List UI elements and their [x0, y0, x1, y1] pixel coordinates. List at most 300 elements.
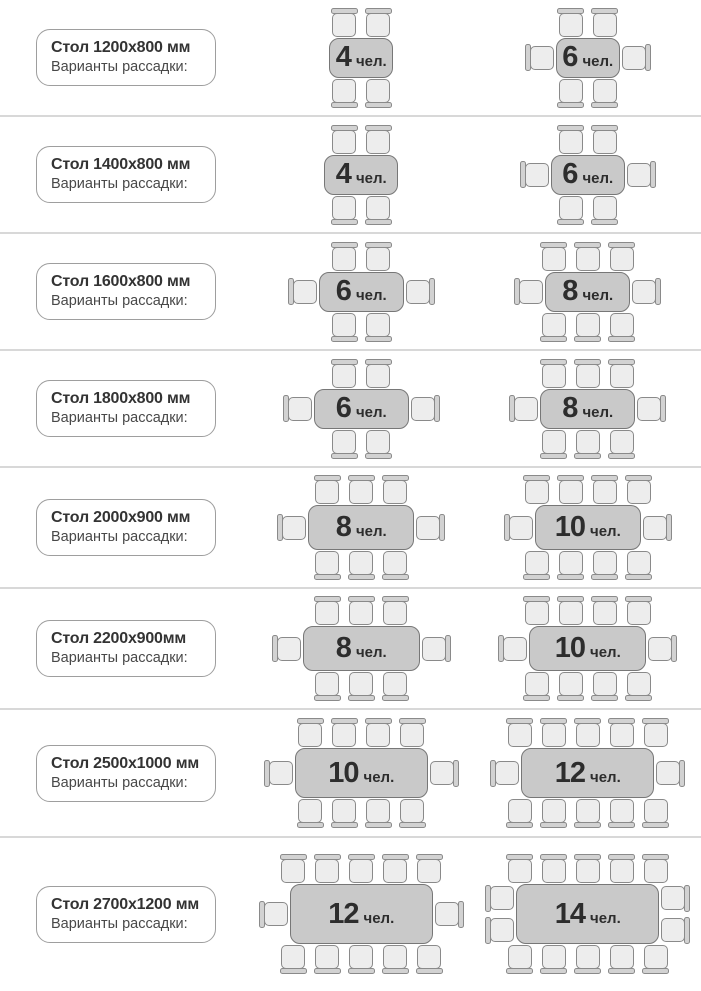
table-top — [529, 626, 646, 671]
chair-icon — [557, 475, 584, 504]
chairs-left-side — [520, 161, 549, 188]
chair-seat — [610, 799, 634, 823]
chair-back — [591, 102, 618, 108]
chair-icon — [642, 718, 669, 747]
chairs-top-row — [314, 475, 409, 504]
chair-icon — [365, 79, 392, 108]
label-column — [0, 886, 248, 943]
chair-seat — [637, 397, 661, 421]
chair-seat — [366, 79, 390, 103]
chair-back — [416, 968, 443, 974]
seat-count-number: 6 — [335, 275, 351, 307]
chair-back — [645, 44, 651, 71]
chair-back — [625, 695, 652, 701]
chair-icon — [399, 718, 426, 747]
chair-seat — [661, 918, 685, 942]
chair-seat — [383, 859, 407, 883]
chair-seat — [576, 364, 600, 388]
chair-seat — [366, 130, 390, 154]
chair-back — [608, 968, 635, 974]
seat-count-number: 6 — [335, 392, 351, 424]
chair-back — [557, 219, 584, 225]
seating-option — [248, 125, 475, 225]
chair-seat — [495, 761, 519, 785]
seat-count-number: 8 — [335, 632, 351, 664]
label-column — [0, 29, 248, 86]
chair-icon — [523, 672, 550, 701]
table-top — [314, 389, 409, 429]
chair-icon — [504, 514, 533, 541]
chair-seat — [610, 723, 634, 747]
chair-seat — [656, 761, 680, 785]
chair-seat — [610, 313, 634, 337]
seating-option — [475, 475, 701, 580]
seat-count-number: 12 — [328, 897, 359, 930]
chair-icon — [574, 854, 601, 883]
seating-diagram — [485, 854, 690, 974]
chair-icon — [574, 945, 601, 974]
chair-seat — [627, 480, 651, 504]
chair-back — [314, 574, 341, 580]
chair-icon — [591, 551, 618, 580]
chair-back — [684, 885, 690, 912]
chair-icon — [608, 359, 635, 388]
label-column — [0, 499, 248, 556]
chair-back — [574, 336, 601, 342]
chair-seat — [576, 799, 600, 823]
chairs-right-side — [416, 514, 445, 541]
chairs-right-side — [622, 44, 651, 71]
chair-back — [574, 968, 601, 974]
chair-seat — [542, 430, 566, 454]
chair-seat — [315, 672, 339, 696]
chair-icon — [574, 359, 601, 388]
chair-seat — [644, 799, 668, 823]
chair-icon — [591, 672, 618, 701]
chairs-left-side — [264, 760, 293, 787]
chair-icon — [365, 125, 392, 154]
chairs-left-side — [283, 395, 312, 422]
table-top — [308, 505, 414, 550]
chair-icon — [557, 551, 584, 580]
size-row — [0, 710, 701, 838]
table-and-side-chairs — [520, 155, 656, 195]
chair-icon — [622, 44, 651, 71]
chair-seat — [366, 364, 390, 388]
chair-icon — [288, 278, 317, 305]
chair-seat — [644, 723, 668, 747]
table-and-side-chairs — [514, 272, 661, 312]
chair-seat — [610, 430, 634, 454]
chair-icon — [348, 854, 375, 883]
chair-seat — [435, 902, 459, 926]
chair-seat — [264, 902, 288, 926]
chair-seat — [349, 859, 373, 883]
chair-seat — [332, 313, 356, 337]
table-size-title: Стол 1600x800 мм — [51, 273, 191, 290]
chair-seat — [525, 551, 549, 575]
chair-icon — [540, 242, 567, 271]
chair-seat — [315, 601, 339, 625]
chair-icon — [557, 596, 584, 625]
chair-icon — [591, 475, 618, 504]
chair-icon — [661, 885, 690, 912]
chair-seat — [593, 601, 617, 625]
seating-variants-label: Варианты рассадки: — [51, 293, 188, 309]
chair-icon — [485, 885, 514, 912]
chair-seat — [530, 46, 554, 70]
chair-seat — [576, 247, 600, 271]
chair-seat — [332, 196, 356, 220]
chairs-left-side — [485, 885, 514, 944]
chair-icon — [509, 395, 538, 422]
seat-count-unit: чел. — [355, 170, 387, 187]
chair-icon — [348, 551, 375, 580]
label-column — [0, 146, 248, 203]
chair-seat — [406, 280, 430, 304]
chair-icon — [520, 161, 549, 188]
chair-seat — [315, 945, 339, 969]
seat-count — [336, 160, 387, 189]
table-and-side-chairs — [504, 505, 672, 550]
chair-seat — [332, 13, 356, 37]
chair-icon — [331, 125, 358, 154]
chairs-top-row — [557, 125, 618, 154]
chair-seat — [576, 430, 600, 454]
chair-seat — [632, 280, 656, 304]
table-top — [295, 748, 428, 798]
chair-seat — [576, 945, 600, 969]
seating-diagram — [525, 8, 651, 108]
seating-diagram — [514, 242, 661, 342]
chair-seat — [366, 247, 390, 271]
seating-option — [248, 242, 475, 342]
chair-icon — [314, 596, 341, 625]
chair-seat — [417, 945, 441, 969]
chairs-left-side — [259, 901, 288, 928]
table-size-title: Стол 2000x900 мм — [51, 509, 191, 526]
chairs-left-side — [498, 635, 527, 662]
table-top — [329, 38, 393, 78]
chairs-left-side — [504, 514, 533, 541]
chair-seat — [576, 859, 600, 883]
seat-count-number: 10 — [554, 511, 585, 543]
chairs-left-side — [288, 278, 317, 305]
chair-icon — [331, 718, 358, 747]
table-and-side-chairs — [327, 38, 395, 78]
chair-icon — [591, 8, 618, 37]
chair-icon — [331, 196, 358, 225]
seat-count-number: 8 — [335, 511, 351, 543]
chair-seat — [627, 601, 651, 625]
seating-diagram — [288, 242, 435, 342]
chair-back — [679, 760, 685, 787]
chair-icon — [382, 945, 409, 974]
table-size-card — [36, 146, 216, 203]
seat-count-unit: чел. — [590, 909, 621, 927]
chair-icon — [557, 672, 584, 701]
chair-seat — [430, 761, 454, 785]
seating-options — [248, 596, 701, 701]
chair-back — [608, 336, 635, 342]
chair-back — [591, 574, 618, 580]
chair-icon — [506, 718, 533, 747]
chair-icon — [506, 854, 533, 883]
chair-icon — [365, 430, 392, 459]
chairs-top-row — [297, 718, 426, 747]
seating-diagram — [509, 359, 666, 459]
seat-count — [336, 277, 387, 306]
chair-seat — [508, 799, 532, 823]
chair-icon — [314, 854, 341, 883]
chair-icon — [608, 430, 635, 459]
chair-seat — [383, 945, 407, 969]
table-top — [516, 884, 659, 944]
chair-icon — [365, 242, 392, 271]
seat-count — [328, 897, 395, 930]
chair-icon — [632, 278, 661, 305]
chair-seat — [349, 672, 373, 696]
chair-icon — [608, 242, 635, 271]
size-row — [0, 351, 701, 468]
chair-seat — [293, 280, 317, 304]
table-size-card — [36, 380, 216, 437]
chair-icon — [525, 44, 554, 71]
chair-back — [280, 968, 307, 974]
chair-back — [591, 219, 618, 225]
chair-seat — [559, 480, 583, 504]
chair-icon — [656, 760, 685, 787]
chairs-right-side — [422, 635, 451, 662]
seating-variants-label: Варианты рассадки: — [51, 529, 188, 545]
chair-icon — [382, 475, 409, 504]
seating-diagram — [504, 475, 672, 580]
table-and-side-chairs — [283, 389, 440, 429]
chair-icon — [331, 79, 358, 108]
chair-icon — [591, 596, 618, 625]
seat-count-unit: чел. — [363, 768, 395, 786]
chairs-bottom-row — [331, 196, 392, 225]
chair-seat — [490, 918, 514, 942]
chair-seat — [525, 672, 549, 696]
chair-seat — [383, 601, 407, 625]
chair-seat — [366, 430, 390, 454]
chair-seat — [508, 723, 532, 747]
seat-count — [328, 756, 395, 789]
chair-icon — [365, 718, 392, 747]
chair-seat — [400, 723, 424, 747]
table-size-title: Стол 1400x800 мм — [51, 156, 191, 173]
chair-back — [365, 822, 392, 828]
seating-diagram — [520, 125, 656, 225]
chair-icon — [331, 313, 358, 342]
chair-icon — [382, 672, 409, 701]
chair-icon — [540, 718, 567, 747]
chair-icon — [540, 430, 567, 459]
chair-seat — [383, 551, 407, 575]
chair-seat — [383, 672, 407, 696]
chair-seat — [277, 637, 301, 661]
chair-back — [574, 822, 601, 828]
chair-icon — [331, 8, 358, 37]
chairs-bottom-row — [297, 799, 426, 828]
chair-seat — [332, 723, 356, 747]
seating-option — [475, 854, 701, 974]
chair-seat — [627, 672, 651, 696]
chair-seat — [593, 480, 617, 504]
chair-icon — [643, 514, 672, 541]
chair-back — [650, 161, 656, 188]
chairs-right-side — [661, 885, 690, 944]
chair-back — [365, 102, 392, 108]
label-column — [0, 745, 248, 802]
chair-icon — [490, 760, 519, 787]
chair-back — [625, 574, 652, 580]
chair-icon — [591, 79, 618, 108]
chair-icon — [557, 79, 584, 108]
chair-icon — [506, 945, 533, 974]
chair-seat — [559, 672, 583, 696]
chair-icon — [348, 945, 375, 974]
chair-back — [642, 822, 669, 828]
seat-count-unit: чел. — [582, 170, 614, 187]
chair-icon — [498, 635, 527, 662]
chair-seat — [627, 163, 651, 187]
chair-seat — [315, 480, 339, 504]
chair-seat — [417, 859, 441, 883]
chair-seat — [349, 551, 373, 575]
chair-back — [314, 968, 341, 974]
chair-icon — [365, 196, 392, 225]
chairs-top-row — [506, 854, 669, 883]
chair-seat — [349, 601, 373, 625]
chair-icon — [365, 359, 392, 388]
chair-back — [429, 278, 435, 305]
size-row — [0, 117, 701, 234]
chair-icon — [648, 635, 677, 662]
chairs-bottom-row — [506, 945, 669, 974]
chair-seat — [542, 313, 566, 337]
table-and-side-chairs — [490, 748, 685, 798]
chair-seat — [298, 723, 322, 747]
chair-icon — [406, 278, 435, 305]
chair-seat — [559, 13, 583, 37]
seat-count-number: 8 — [562, 275, 578, 307]
chair-back — [671, 635, 677, 662]
chair-icon — [557, 196, 584, 225]
table-and-side-chairs — [264, 748, 459, 798]
chair-icon — [523, 475, 550, 504]
chair-seat — [559, 601, 583, 625]
chair-icon — [348, 596, 375, 625]
chairs-left-side — [490, 760, 519, 787]
chair-seat — [644, 945, 668, 969]
seating-option — [475, 125, 701, 225]
table-top — [521, 748, 654, 798]
seating-diagram — [283, 359, 440, 459]
chair-icon — [435, 901, 464, 928]
chair-seat — [282, 516, 306, 540]
chair-seat — [366, 313, 390, 337]
chair-icon — [277, 514, 306, 541]
chair-icon — [608, 945, 635, 974]
chair-seat — [559, 196, 583, 220]
chair-seat — [593, 79, 617, 103]
chair-seat — [559, 79, 583, 103]
chair-back — [591, 695, 618, 701]
chair-back — [348, 695, 375, 701]
chair-back — [540, 453, 567, 459]
seat-count-number: 6 — [562, 41, 578, 73]
chairs-right-side — [656, 760, 685, 787]
chair-icon — [331, 359, 358, 388]
chair-seat — [508, 945, 532, 969]
chairs-bottom-row — [523, 551, 652, 580]
chairs-bottom-row — [523, 672, 652, 701]
size-row — [0, 468, 701, 589]
chair-seat — [514, 397, 538, 421]
chair-icon — [661, 917, 690, 944]
table-top — [556, 38, 620, 78]
chair-seat — [542, 247, 566, 271]
chair-seat — [332, 799, 356, 823]
chair-seat — [416, 516, 440, 540]
chair-seat — [610, 364, 634, 388]
chair-icon — [591, 125, 618, 154]
chair-back — [655, 278, 661, 305]
chair-back — [666, 514, 672, 541]
seating-diagram — [277, 475, 445, 580]
chair-icon — [365, 799, 392, 828]
seat-count — [336, 513, 387, 542]
table-size-card — [36, 263, 216, 320]
chair-seat — [400, 799, 424, 823]
seating-variants-label: Варианты рассадки: — [51, 176, 188, 192]
seating-variants-label: Варианты рассадки: — [51, 59, 188, 75]
chairs-left-side — [525, 44, 554, 71]
chair-seat — [332, 247, 356, 271]
table-and-side-chairs — [509, 389, 666, 429]
seating-options — [248, 359, 701, 459]
chair-seat — [542, 859, 566, 883]
table-size-card — [36, 29, 216, 86]
chair-seat — [576, 723, 600, 747]
chair-seat — [610, 945, 634, 969]
seat-count-number: 14 — [554, 897, 585, 930]
chairs-top-row — [540, 359, 635, 388]
chairs-right-side — [637, 395, 666, 422]
chair-back — [458, 901, 464, 928]
table-and-side-chairs — [498, 626, 677, 671]
chair-back — [574, 453, 601, 459]
seat-count-unit: чел. — [363, 909, 395, 927]
seat-count — [336, 394, 387, 423]
seat-count-unit: чел. — [355, 53, 387, 70]
chair-icon — [314, 475, 341, 504]
chair-icon — [297, 718, 324, 747]
chairs-top-row — [523, 596, 652, 625]
chair-back — [660, 395, 666, 422]
chair-icon — [540, 799, 567, 828]
chairs-bottom-row — [314, 551, 409, 580]
chair-seat — [383, 480, 407, 504]
chair-seat — [542, 723, 566, 747]
chair-back — [382, 968, 409, 974]
seat-count-unit: чел. — [582, 404, 614, 421]
chairs-right-side — [643, 514, 672, 541]
chair-icon — [642, 854, 669, 883]
chair-seat — [349, 945, 373, 969]
